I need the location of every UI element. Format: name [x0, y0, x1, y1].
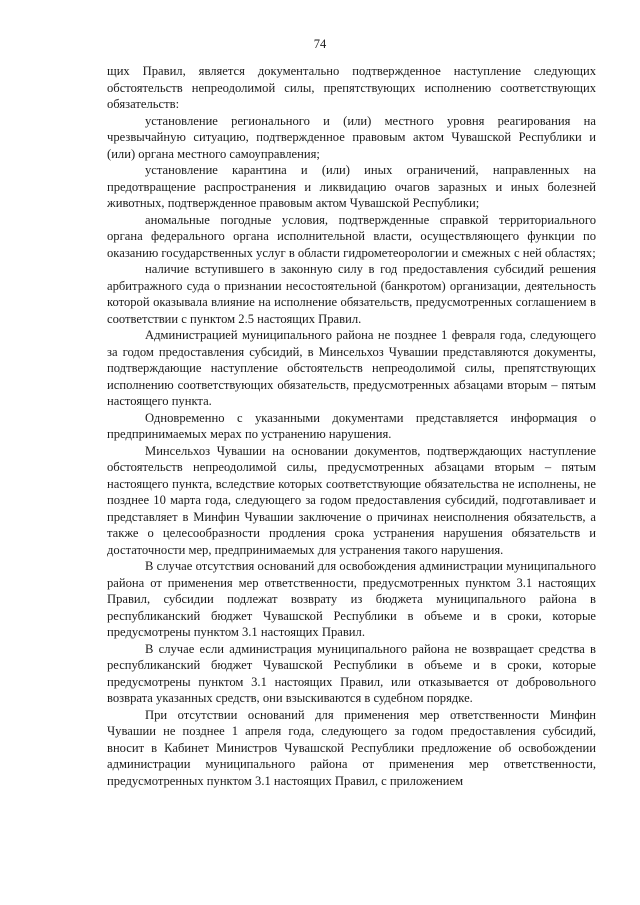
paragraph-regional-emergency: установление регионального и (или) местного уровня реагирования на чрезвычайную ситуацию, подтвержденное правовым актом Чувашской Республики и (или) органа местного самоуправления;	[107, 113, 596, 161]
paragraph-documents-deadline: Администрацией муниципального района не позднее 1 февраля года, следующего за годом предоставления субсидий, в Минсельхоз Чувашии представляются документы, подтверждающие наступление обстоятельств непреодолимой силы, препятствующих исполнению соответствующих обязательств, предусмотренных абзацами вторым – пятым настоящего пункта.	[107, 328, 596, 408]
paragraph-weather: аномальные погодные условия, подтвержденные справкой территориального органа федерального органа исполнительной власти, осуществляющего функции по оказанию государственных услуг в области гидрометеорологии и смежных с ней областях;	[107, 212, 596, 260]
paragraph-subsidy-return: В случае отсутствия оснований для освобождения администрации муниципального района от применения мер ответственности, предусмотренных пунктом 3.1 настоящих Правил, субсидии подлежат возврату из бюджета муниципального района в республиканский бюджет Чувашской Республики в объеме и в сроки, которые предусмотрены пунктом 3.1 настоящих Правил.	[107, 559, 596, 639]
paragraph-bankruptcy: наличие вступившего в законную силу в год предоставления субсидий решения арбитражного суда о признании несостоятельной (банкротом) организации, деятельность которой оказывала влияние на исполнение обязательств, предусмотренных соглашением в соответствии с пунктом 2.5 настоящих Правил.	[107, 262, 596, 326]
document-body	[107, 63, 596, 789]
paragraph-quarantine: установление карантина и (или) иных ограничений, направленных на предотвращение распространения и ликвидацию очагов заразных и иных болезней животных, подтвержденное правовым актом Чувашской Республики;	[107, 163, 596, 210]
paragraph-information: Одновременно с указанными документами представляется информация о предпринимаемых мерах по устранению нарушения.	[107, 410, 596, 441]
paragraph-exemption-proposal: При отсутствии оснований для применения мер ответственности Минфин Чувашии не позднее 1 апреля года, следующего за годом предоставления субсидий, вносит в Кабинет Министров Чувашской Республики предложение об освобождении администрации муниципального района от применения мер ответственности, предусмотренных пунктом 3.1 настоящих Правил, с приложением	[107, 707, 596, 788]
paragraph-continuation: щих Правил, является документально подтвержденное наступление следующих обстоятельств непреодолимой силы, препятствующих исполнению соответствующих обязательств:	[107, 64, 596, 111]
paragraph-ministry-conclusion: Минсельхоз Чувашии на основании документов, подтверждающих наступление обстоятельств непреодолимой силы, предусмотренных абзацами вторым – пятым настоящего пункта, вследствие которых соответствующие обязательства не исполнены, не позднее 10 марта года, следующего за годом предоставления субсидий, подготавливает и представляет в Минфин Чувашии заключение о причинах неисполнения обязательств, а также о целесообразности продления срока устранения нарушения обязательств и достаточности мер, предпринимаемых для устранения такого нарушения.	[107, 443, 596, 557]
paragraph-court-recovery: В случае если администрация муниципального района не возвращает средства в республиканский бюджет Чувашской Республики в объеме и в сроки, которые предусмотрены пунктом 3.1 настоящих Правил, или отказывается от добровольного возврата указанных средств, они взыскиваются в судебном порядке.	[107, 641, 596, 705]
page-number: 74	[313, 37, 327, 51]
